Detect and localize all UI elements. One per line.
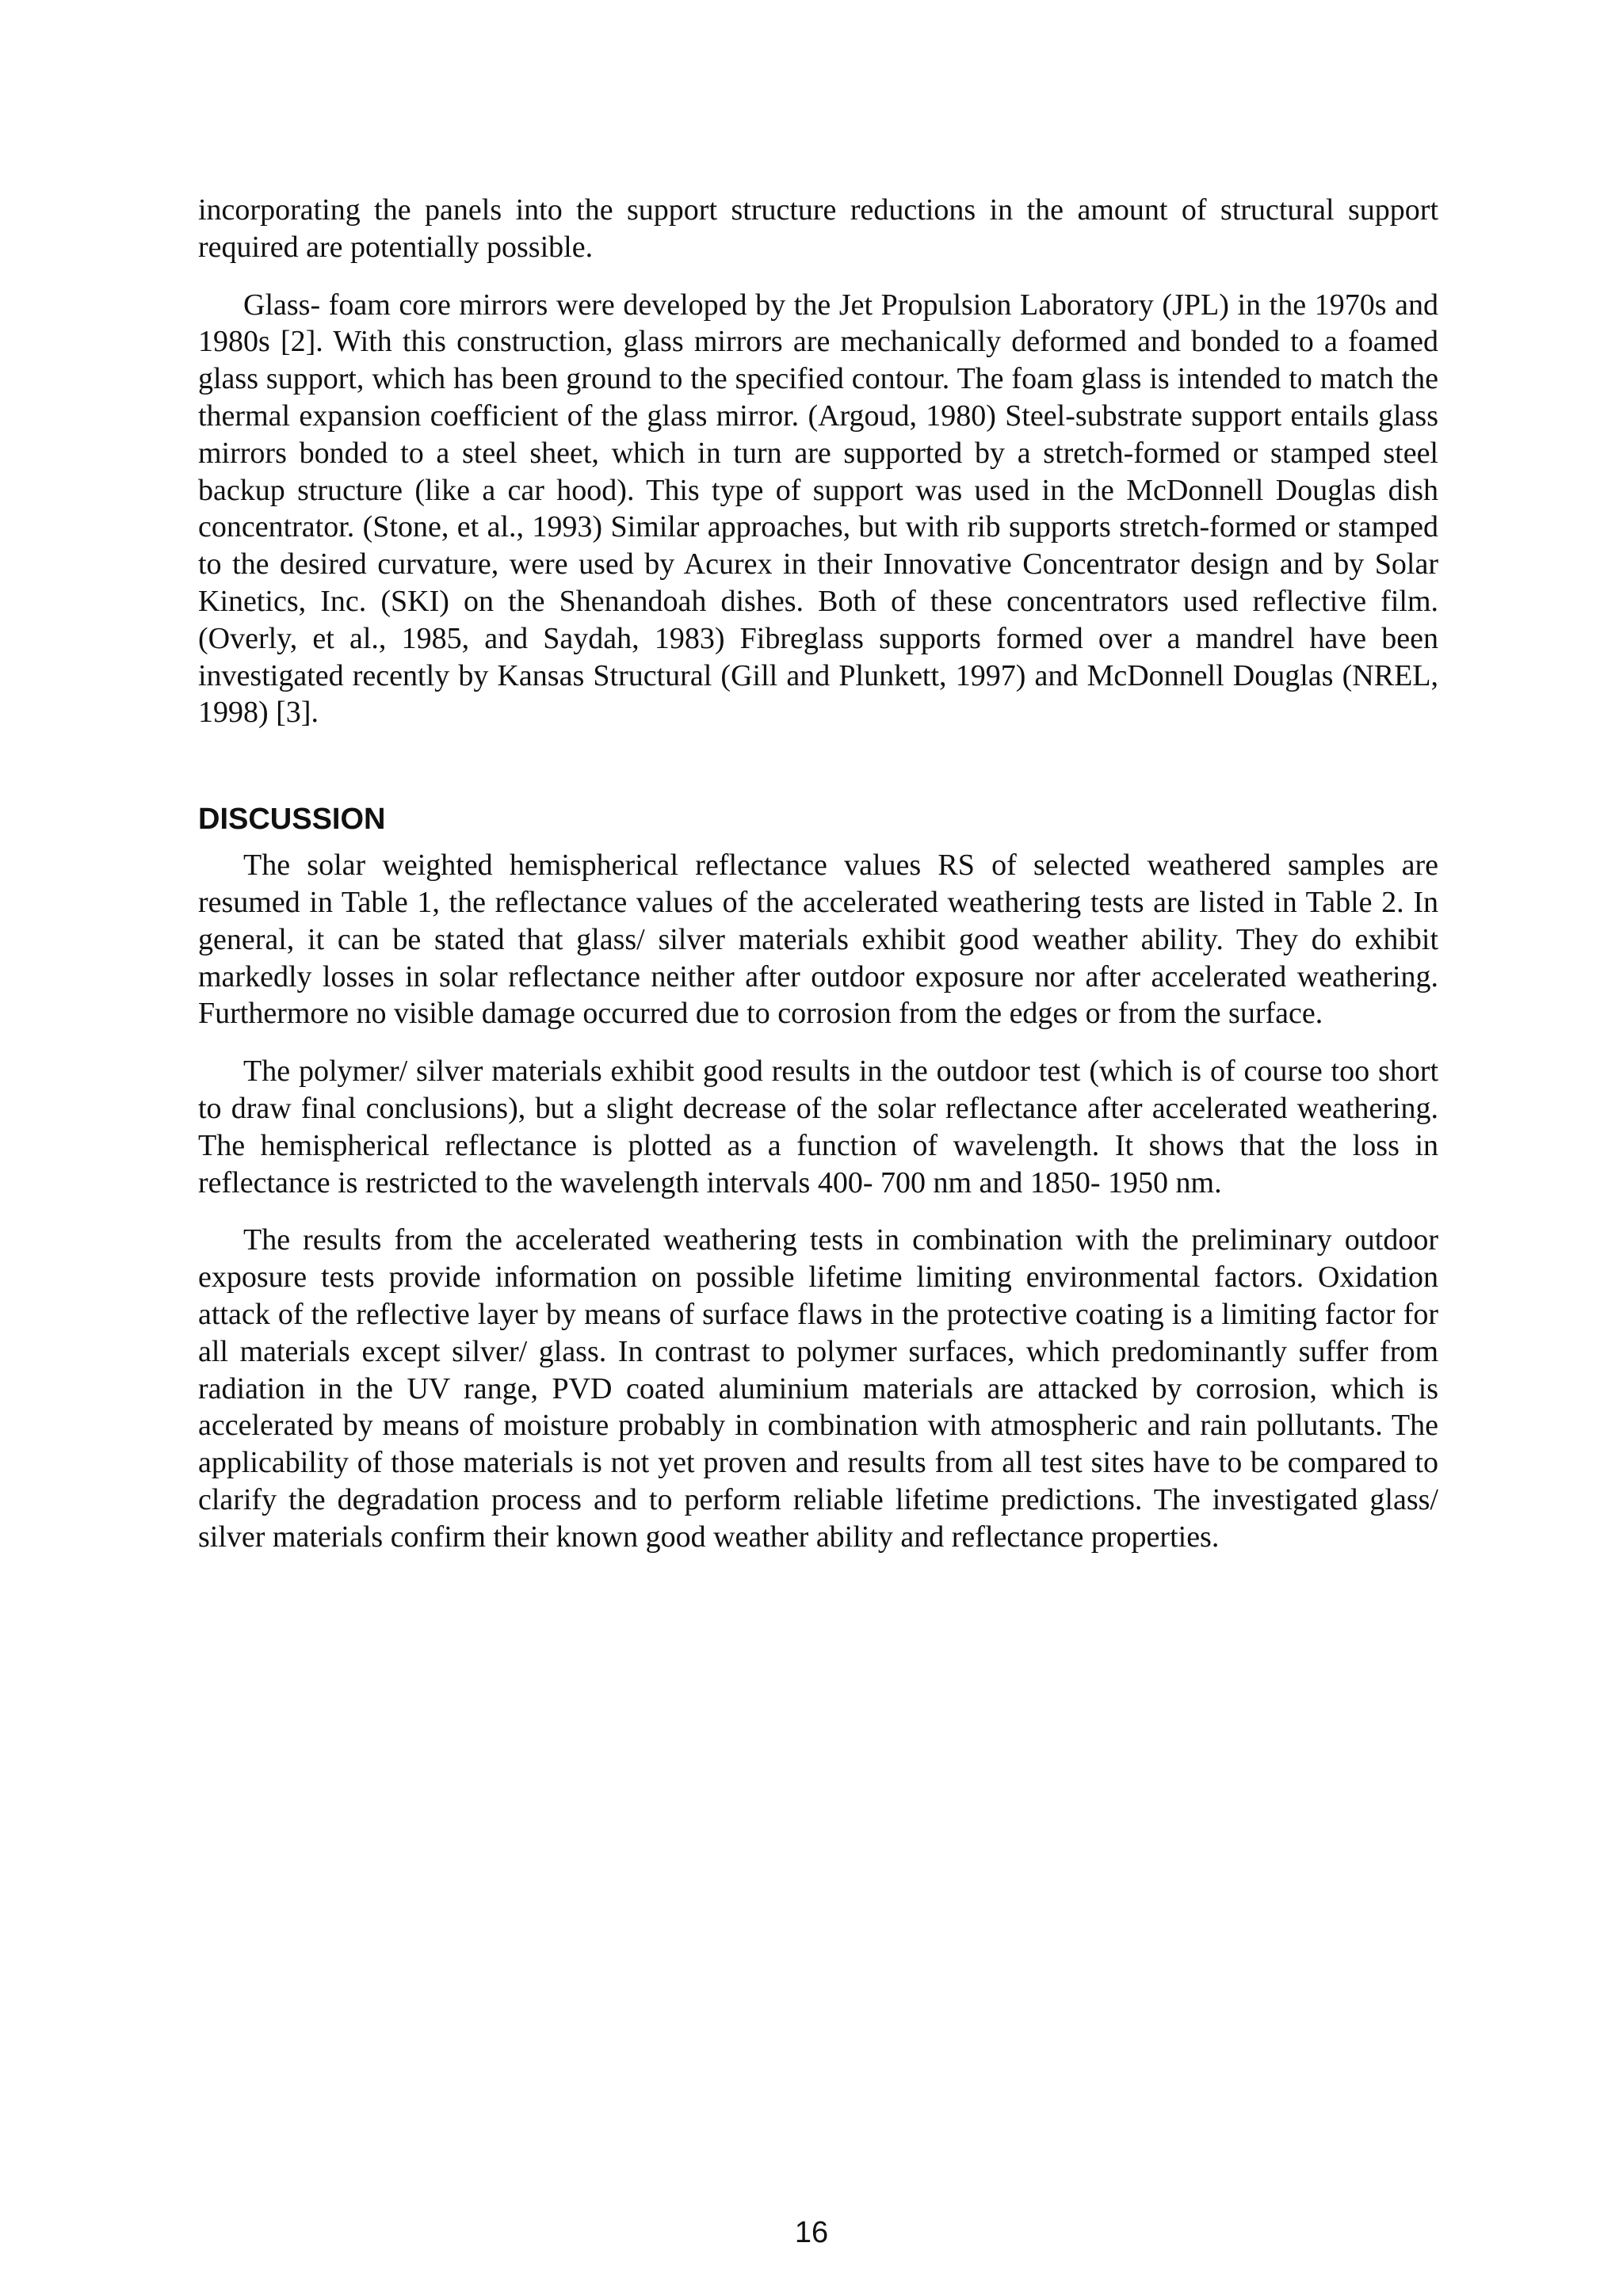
continuation-paragraph: incorporating the panels into the support structure reductions in the amount of structural support required are potentially possible. [198, 193, 1438, 264]
discussion-paragraph-2: The polymer/ silver materials exhibit good results in the outdoor test (which is of course too short to draw final conclusions), but a slight decrease of the solar reflectance after accelerated weathering. The hemispherical reflectance is plotted as a function of wavelength. It shows that the loss in reflectance is restricted to the wavelength intervals 400- 700 nm and 1850- 1950 nm. [198, 1055, 1438, 1199]
page-number: 16 [794, 2216, 829, 2249]
page-body [198, 192, 1438, 1556]
discussion-paragraph-1: The solar weighted hemispherical reflectance values RS of selected weathered samples are resumed in Table 1, the reflectance values of the accelerated weathering tests are listed in Table 2. In general, it can be stated that glass/ silver materials exhibit good weather ability. They do exhibit markedly losses in solar reflectance neither after outdoor exposure nor after accelerated weathering. Furthermore no visible damage occurred due to corrosion from the edges or from the surface. [198, 849, 1438, 1031]
glass-foam-paragraph: Glass- foam core mirrors were developed by the Jet Propulsion Laboratory (JPL) in the 1970s and 1980s [2]. With this construction, glass mirrors are mechanically deformed and bonded to a foamed glass support, which has been ground to the specified contour. The foam glass is intended to match the thermal expansion coefficient of the glass mirror. (Argoud, 1980) Steel-substrate support entails glass mirrors bonded to a steel sheet, which in turn are supported by a stretch-formed or stamped steel backup structure (like a car hood). This type of support was used in the McDonnell Douglas dish concentrator. (Stone, et al., 1993) Similar approaches, but with rib supports stretch-formed or stamped to the desired curvature, were used by Acurex in their Innovative Concentrator design and by Solar Kinetics, Inc. (SKI) on the Shenandoah dishes. Both of these concentrators used reflective film. (Overly, et al., 1985, and Saydah, 1983) Fibreglass supports formed over a mandrel have been investigated recently by Kansas Structural (Gill and Plunkett, 1997) and McDonnell Douglas (NREL, 1998) [3]. [198, 288, 1438, 730]
discussion-heading: DISCUSSION [198, 803, 386, 837]
discussion-paragraph-3: The results from the accelerated weathering tests in combination with the preliminary outdoor exposure tests provide information on possible lifetime limiting environmental factors. Oxidation attack of the reflective layer by means of surface flaws in the protective coating is a limiting factor for all materials except silver/ glass. In contrast to polymer surfaces, which predominantly suffer from radiation in the UV range, PVD coated aluminium materials are attacked by corrosion, which is accelerated by means of moisture probably in combination with atmospheric and rain pollutants. The applicability of those materials is not yet proven and results from all test sites have to be compared to clarify the degradation process and to perform reliable lifetime predictions. The investigated glass/ silver materials confirm their known good weather ability and reflectance properties. [198, 1223, 1438, 1554]
